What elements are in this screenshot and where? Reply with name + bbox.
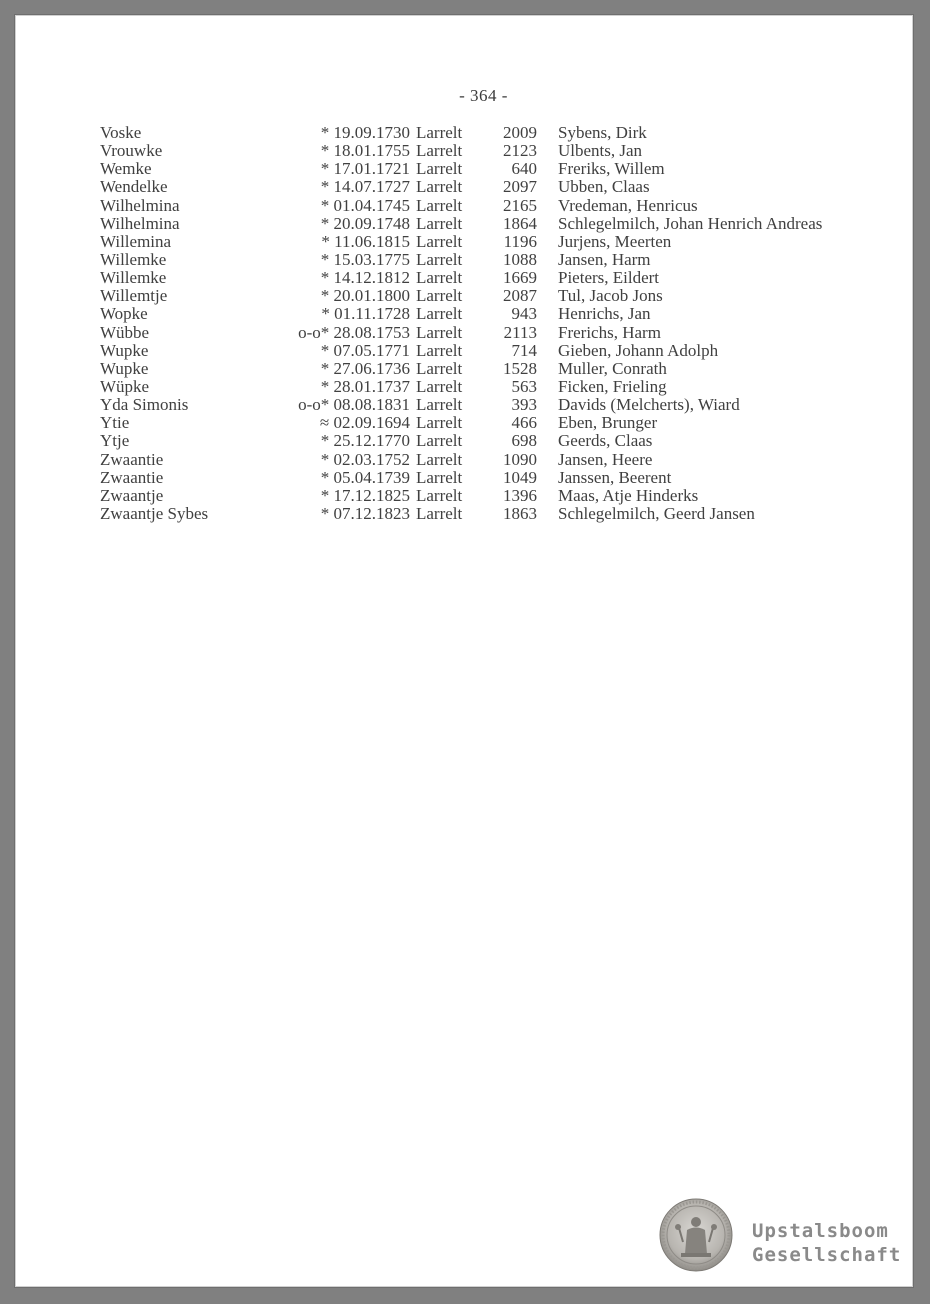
entry-date: * 15.03.1775 (320, 249, 410, 269)
entry-number: 2009 (503, 123, 537, 142)
entry-name: Zwaantie (100, 467, 164, 487)
entry-number: 2123 (503, 141, 537, 161)
entry-date: * 02.03.1752 (320, 449, 410, 469)
entry-name: Wübbe (100, 322, 150, 342)
entry-date: * 01.04.1745 (320, 195, 410, 215)
entry-number: 2087 (503, 286, 537, 306)
entry-spouse: Sybens, Dirk (558, 123, 647, 142)
entry-row (15, 233, 913, 251)
entry-number: 943 (511, 304, 537, 324)
entry-number: 698 (511, 431, 537, 451)
entry-spouse: Henrichs, Jan (558, 304, 651, 324)
entry-spouse: Vredeman, Henricus (558, 195, 698, 215)
entry-place: Larrelt (416, 231, 463, 251)
entry-date: * 07.05.1771 (320, 340, 410, 360)
entry-name: Wüpke (100, 376, 150, 396)
entry-date: * 17.12.1825 (320, 485, 410, 505)
entry-name: Willemke (100, 268, 167, 288)
entry-date: * 19.09.1730 (320, 123, 410, 142)
entry-name: Wemke (100, 159, 152, 179)
entry-name: Wupke (100, 340, 149, 360)
entry-spouse: Ulbents, Jan (558, 141, 643, 161)
entry-list (15, 124, 913, 523)
entry-number: 1196 (503, 231, 537, 251)
entry-row (15, 215, 913, 233)
entry-date: o-o* 08.08.1831 (298, 395, 410, 415)
entry-place: Larrelt (416, 322, 463, 342)
entry-spouse: Pieters, Eildert (558, 268, 660, 288)
entry-spouse: Ficken, Frieling (558, 376, 667, 396)
seal-logo-icon (659, 1198, 733, 1272)
entry-name: Wendelke (100, 177, 168, 197)
entry-place: Larrelt (416, 340, 463, 360)
entry-row (15, 305, 913, 323)
entry-number: 2097 (503, 177, 537, 197)
entry-date: * 18.01.1755 (320, 141, 410, 161)
entry-place: Larrelt (416, 268, 463, 288)
entry-place: Larrelt (416, 395, 463, 415)
entry-row (15, 505, 913, 523)
entry-number: 1049 (503, 467, 537, 487)
entry-row (15, 469, 913, 487)
entry-name: Willemke (100, 249, 167, 269)
entry-spouse: Ubben, Claas (558, 177, 650, 197)
entry-row (15, 269, 913, 287)
entry-place: Larrelt (416, 195, 463, 215)
entry-place: Larrelt (416, 213, 463, 233)
entry-name: Willemina (100, 231, 172, 251)
entry-spouse: Maas, Atje Hinderks (558, 485, 699, 505)
page-number: - 364 - (459, 86, 508, 105)
entry-place: Larrelt (416, 467, 463, 487)
entry-number: 563 (511, 376, 537, 396)
entry-date: * 20.09.1748 (320, 213, 410, 233)
entry-name: Wopke (100, 304, 148, 324)
entry-spouse: Schlegelmilch, Geerd Jansen (558, 503, 755, 523)
entry-place: Larrelt (416, 177, 463, 197)
entry-place: Larrelt (416, 431, 463, 451)
entry-date: * 25.12.1770 (320, 431, 410, 451)
entry-number: 1864 (503, 213, 537, 233)
entry-name: Ytie (100, 413, 130, 433)
entry-date: * 01.11.1728 (321, 304, 410, 324)
entry-name: Wilhelmina (100, 213, 180, 233)
entry-place: Larrelt (416, 159, 463, 179)
entry-spouse: Muller, Conrath (558, 358, 667, 378)
entry-spouse: Jansen, Harm (558, 249, 651, 269)
brand-name-line2: Gesellschaft (752, 1244, 902, 1266)
entry-date: * 20.01.1800 (320, 286, 410, 306)
entry-date: ≈ 02.09.1694 (319, 413, 410, 433)
entry-spouse: Schlegelmilch, Johan Henrich Andreas (558, 213, 823, 233)
document-page (15, 15, 913, 1287)
entry-place: Larrelt (416, 141, 463, 161)
entry-spouse: Freriks, Willem (558, 159, 665, 179)
entry-name: Ytje (100, 431, 130, 451)
entry-date: * 11.06.1815 (321, 231, 410, 251)
entry-row (15, 342, 913, 360)
entry-place: Larrelt (416, 123, 463, 142)
entry-spouse: Geerds, Claas (558, 431, 653, 451)
entry-number: 1528 (503, 358, 537, 378)
entry-row (15, 324, 913, 342)
entry-name: Wilhelmina (100, 195, 180, 215)
entry-spouse: Tul, Jacob Jons (558, 286, 663, 306)
entry-row (15, 360, 913, 378)
entry-number: 714 (511, 340, 537, 360)
entry-place: Larrelt (416, 286, 463, 306)
entry-date: * 27.06.1736 (320, 358, 410, 378)
entry-row (15, 487, 913, 505)
entry-spouse: Gieben, Johann Adolph (558, 340, 719, 360)
entry-place: Larrelt (416, 358, 463, 378)
entry-row (15, 414, 913, 432)
entry-date: * 05.04.1739 (320, 467, 410, 487)
entry-spouse: Jansen, Heere (558, 449, 653, 469)
entry-date: o-o* 28.08.1753 (298, 322, 410, 342)
entry-row (15, 142, 913, 160)
entry-place: Larrelt (416, 449, 463, 469)
entry-row (15, 432, 913, 450)
entry-row (15, 124, 913, 142)
entry-row (15, 396, 913, 414)
entry-spouse: Davids (Melcherts), Wiard (558, 395, 740, 415)
entry-date: * 17.01.1721 (320, 159, 410, 179)
entry-place: Larrelt (416, 413, 463, 433)
entry-place: Larrelt (416, 304, 463, 324)
entry-row (15, 287, 913, 305)
entry-date: * 14.07.1727 (320, 177, 410, 197)
entry-number: 1669 (503, 268, 537, 288)
entry-date: * 07.12.1823 (320, 503, 410, 523)
entry-date: * 14.12.1812 (320, 268, 410, 288)
entry-place: Larrelt (416, 249, 463, 269)
entry-spouse: Frerichs, Harm (558, 322, 661, 342)
entry-row (15, 197, 913, 215)
entry-number: 1090 (503, 449, 537, 469)
entry-row (15, 251, 913, 269)
entry-place: Larrelt (416, 485, 463, 505)
entry-name: Yda Simonis (100, 395, 189, 415)
brand-name-line1: Upstalsboom (752, 1220, 889, 1242)
entry-number: 1863 (503, 503, 537, 523)
entry-name: Willemtje (100, 286, 168, 306)
entry-place: Larrelt (416, 376, 463, 396)
entry-number: 1396 (503, 485, 537, 505)
entry-row (15, 178, 913, 196)
entry-date: * 28.01.1737 (320, 376, 410, 396)
entry-number: 640 (511, 159, 537, 179)
entry-name: Zwaantie (100, 449, 164, 469)
entry-name: Wupke (100, 358, 149, 378)
entry-number: 393 (511, 395, 537, 415)
entry-number: 2113 (503, 322, 537, 342)
entry-row (15, 378, 913, 396)
entry-place: Larrelt (416, 503, 463, 523)
entry-row (15, 160, 913, 178)
entry-name: Vrouwke (100, 141, 163, 161)
entry-number: 466 (511, 413, 537, 433)
entry-name: Zwaantje Sybes (100, 503, 209, 523)
entry-number: 1088 (503, 249, 537, 269)
entry-row (15, 451, 913, 469)
entry-spouse: Janssen, Beerent (558, 467, 672, 487)
entry-name: Zwaantje (100, 485, 164, 505)
entry-spouse: Eben, Brunger (558, 413, 658, 433)
entry-name: Voske (100, 123, 142, 142)
entry-number: 2165 (503, 195, 537, 215)
entry-spouse: Jurjens, Meerten (558, 231, 672, 251)
